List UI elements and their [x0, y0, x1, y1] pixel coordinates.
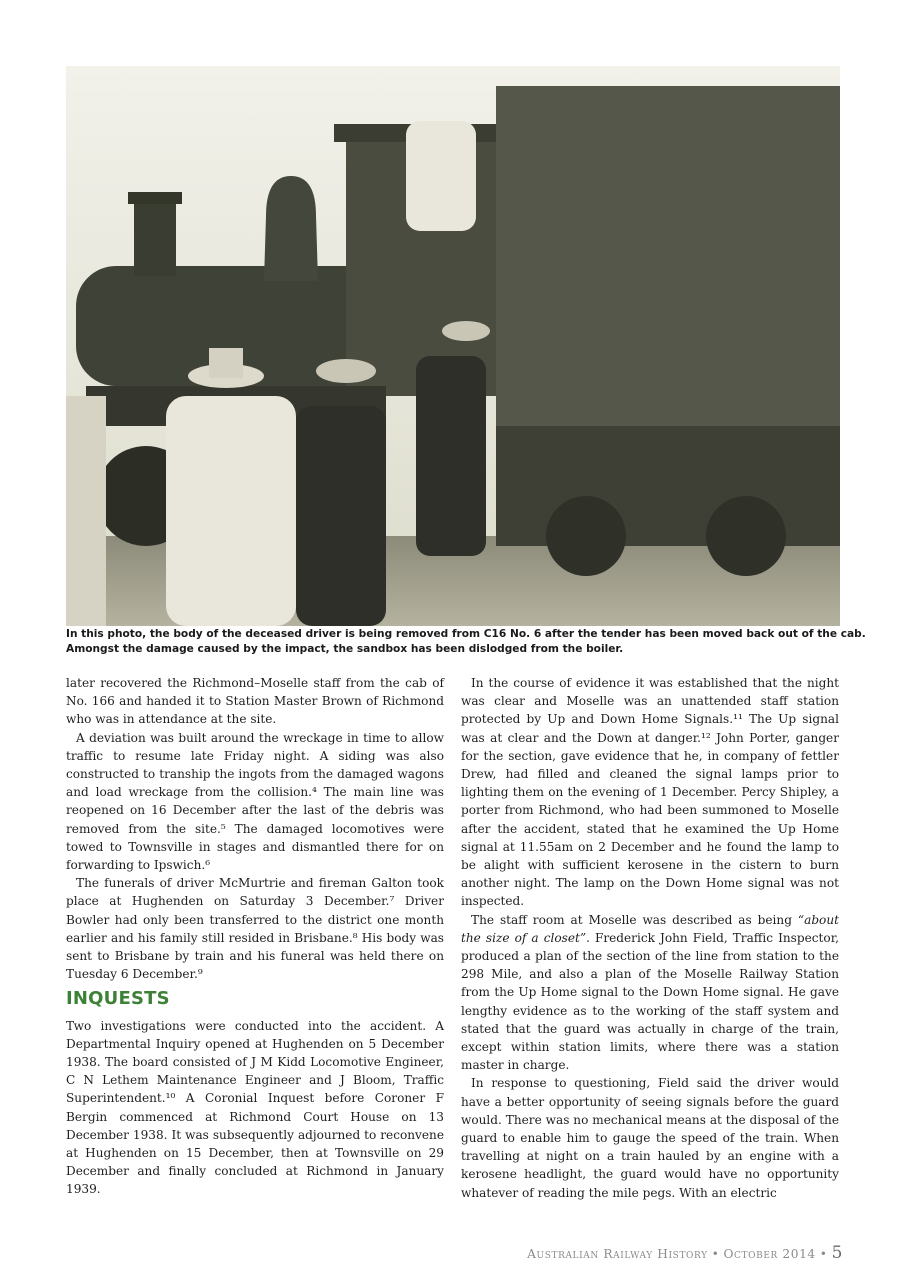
left-column — [66, 674, 444, 1199]
caption-line: In this photo, the body of the deceased driver is being removed from C16 No. 6 after the tender has been moved back out of the cab. — [66, 628, 866, 640]
paragraph-text: . Frederick John Field, Traffic Inspector, produced a plan of the section of the line from station to the 298 Mile, and also a plan of the Moselle Railway Station from the Up Home signal to the Down Home signal. He gave lengthy evidence as to the working of the staff system and stated that the guard was actually in charge of the train, except within station limits, where there was a station master in charge. — [461, 930, 839, 1073]
paragraph: later recovered the Richmond–Moselle staff from the cab of No. 166 and handed it to Station Master Brown of Richmond who was in attendance at the site. — [66, 676, 444, 727]
paragraph: In the course of evidence it was established that the night was clear and Moselle was an unattended staff station protected by Up and Down Home Signals.¹¹ The Up signal was at clear and the Down at danger.¹² John Porter, ganger for the section, gave evidence that he, in company of fettler Drew, had filled and cleaned the signal lamps prior to lighting them on the evening of 1 December. Percy Shipley, a porter from Richmond, who had been summoned to Moselle after the accident, stated that he examined the Up Home signal at 11.55am on 2 December and he found the lamp to be alight with sufficient kerosene in the cistern to burn another night. The lamp on the Down Home signal was not inspected. — [461, 676, 839, 909]
caption-line: Amongst the damage caused by the impact, the sandbox has been dislodged from the boiler. — [66, 643, 624, 655]
paragraph: A deviation was built around the wreckage in time to allow traffic to resume late Friday night. A siding was also constructed to tranship the ingots from the damaged wagons and load wreckage from the collision.⁴ The main line was reopened on 16 December after the last of the debris was removed from the site.⁵ The damaged locomotives were towed to Townsville in stages and dismantled there for on forwarding to Ipswich.⁶ — [66, 730, 444, 873]
separator: • — [711, 1247, 720, 1261]
issue-date: October 2014 — [723, 1247, 816, 1261]
quoted-text: “about the size of a closet” — [461, 912, 839, 945]
photo-caption — [66, 627, 866, 657]
paragraph: The funerals of driver McMurtrie and fireman Galton took place at Hughenden on Saturday 3 December.⁷ Driver Bowler had only been transferred to the district one month earlier and his family still resided in Brisbane.⁸ His body was sent to Brisbane by train and his funeral was held there on Tuesday 6 December.⁹ — [66, 876, 444, 982]
separator: • — [819, 1247, 828, 1261]
paragraph — [461, 911, 839, 1075]
publication-title: Australian Railway History — [527, 1247, 708, 1261]
page-footer — [527, 1243, 843, 1263]
paragraph-text: The staff room at Moselle was described as being — [471, 912, 798, 927]
historic-photo — [66, 66, 840, 626]
paragraph: Two investigations were conducted into the accident. A Departmental Inquiry opened at Hughenden on 5 December 1938. The board consisted of J M Kidd Locomotive Engineer, C N Lethem Maintenance Engineer and J Bloom, Traffic Superintendent.¹⁰ A Coronial Inquest before Coroner F Bergin commenced at Richmond Court House on 13 December 1938. It was subsequently adjourned to reconvene at Hughenden on 15 December, then at Townsville on 29 December and finally concluded at Richmond in January 1939. — [66, 1018, 444, 1197]
page-number: 5 — [831, 1243, 843, 1263]
paragraph: In response to questioning, Field said the driver would have a better opportunity of seeing signals before the guard would. There was no mechanical means at the disposal of the guard to enable him to gauge the speed of the train. When travelling at night on a train hauled by an engine with a kerosene headlight, the guard would have no opportunity whatever of reading the mile pegs. With an electric — [461, 1076, 839, 1200]
photo-illustration — [66, 66, 840, 626]
section-heading: INQUESTS — [66, 988, 170, 1010]
right-column — [461, 674, 839, 1202]
